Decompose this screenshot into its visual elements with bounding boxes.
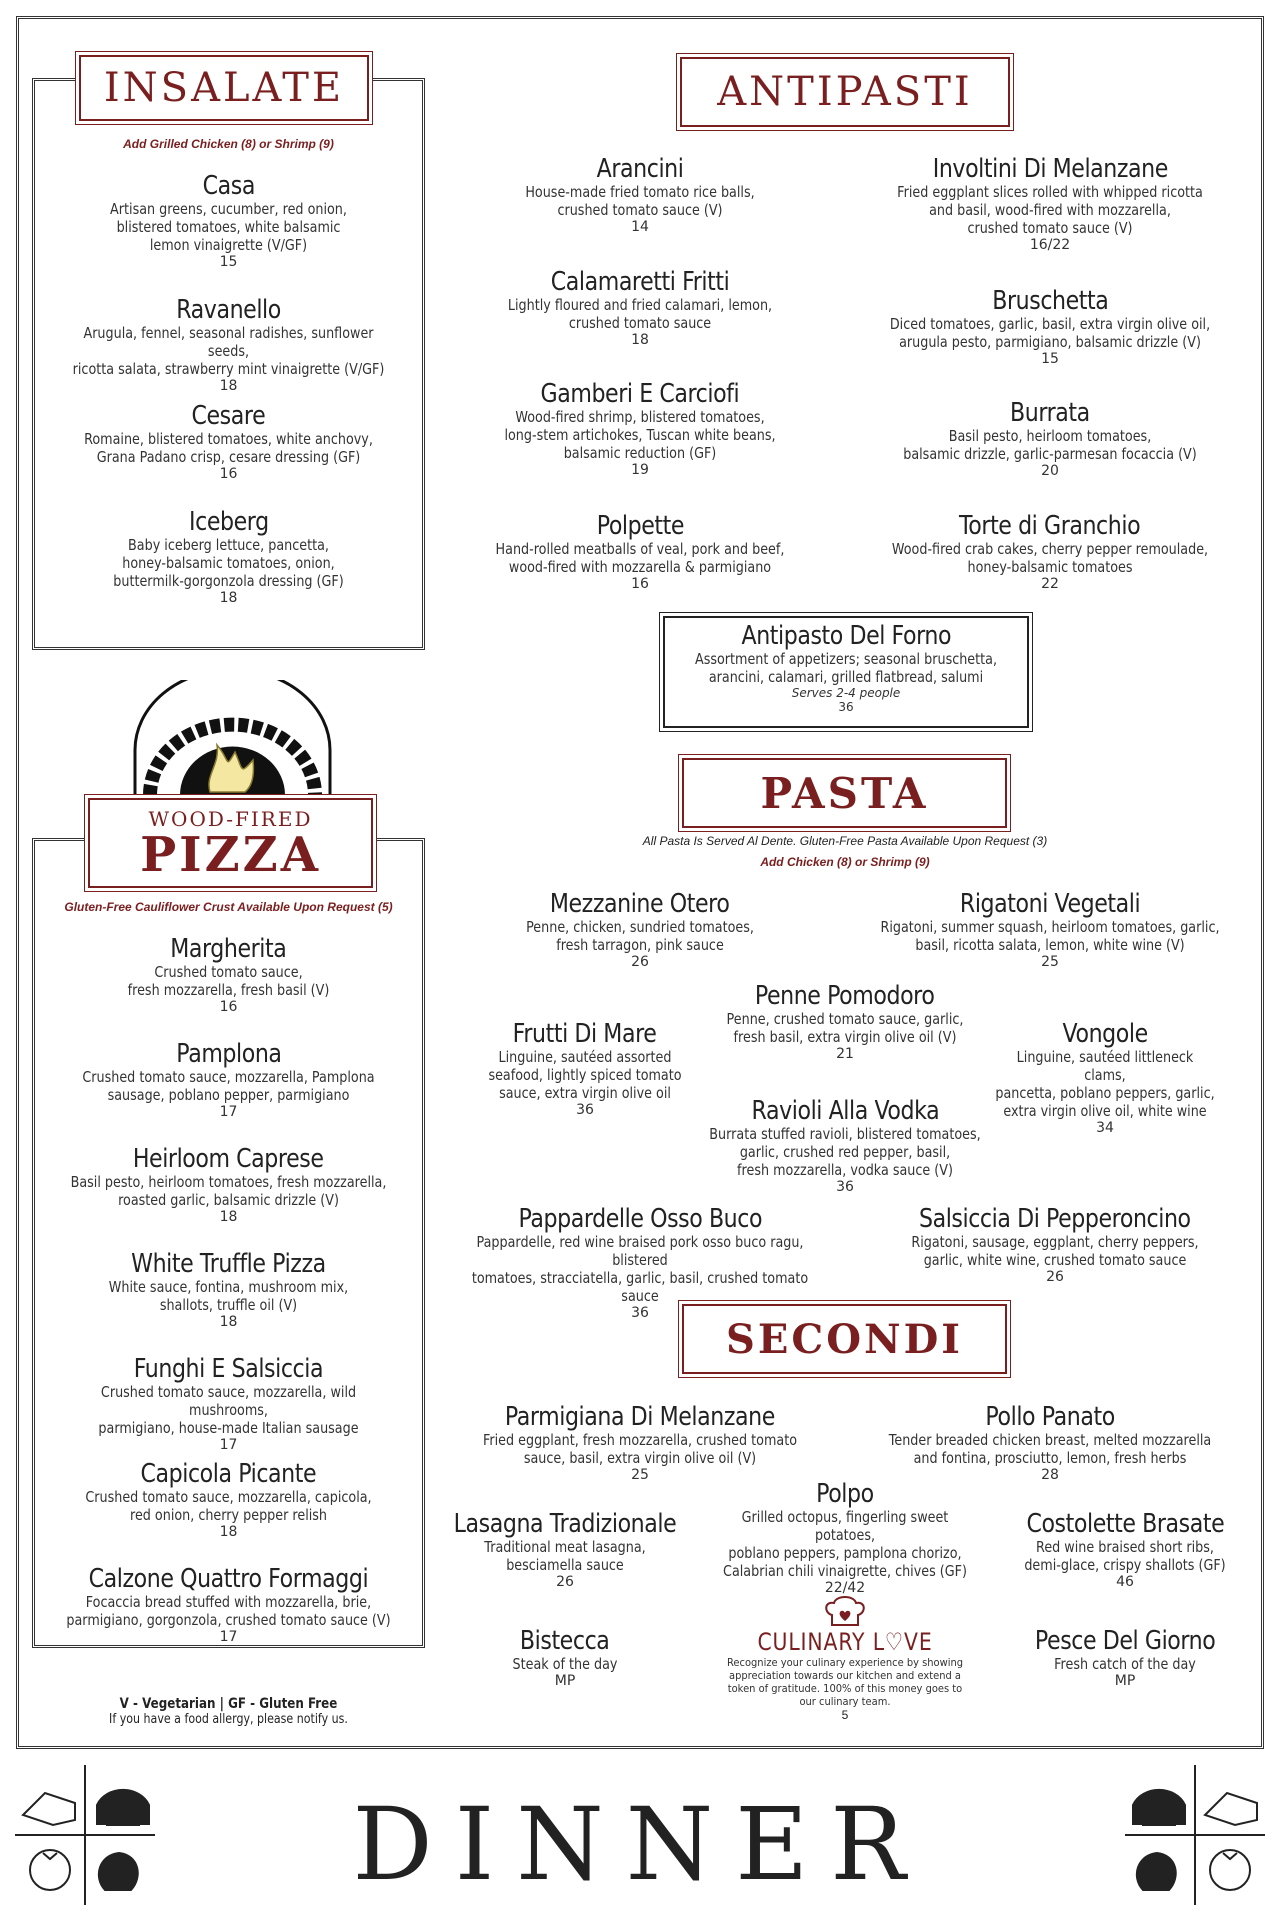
item-description: Fried eggplant, fresh mozzarella, crushed tomato sauce, basil, extra virgin olive oil (V) [482, 1431, 798, 1467]
menu-item [32, 1040, 425, 1120]
item-price: 16 [219, 466, 238, 482]
menu-item [450, 380, 830, 478]
item-name: Capicola Picante [140, 1459, 317, 1489]
item-name: Rigatoni Vegetali [959, 889, 1141, 919]
item-price: 26 [1046, 1269, 1064, 1285]
menu-item [450, 155, 830, 235]
insalate-title: INSALATE [103, 65, 345, 111]
item-name: Arancini [596, 154, 684, 184]
item-name: Ravanello [176, 295, 281, 325]
item-name: Bruschetta [991, 286, 1109, 316]
menu-item-featured [663, 622, 1029, 714]
item-price: 17 [219, 1104, 238, 1120]
menu-item [32, 1565, 425, 1645]
ingredients-illustration-right [1125, 1765, 1265, 1905]
item-name: White Truffle Pizza [131, 1249, 326, 1279]
menu-item [32, 935, 425, 1015]
item-name: Calamaretti Fritti [550, 267, 730, 297]
culinary-love-description: Recognize your culinary experience by showing appreciation towards our kitchen and extend a token of gratitude. 100% of this money goes to our culinary team. [726, 1656, 964, 1708]
item-serves: Serves 2-4 people [791, 686, 901, 700]
item-description: White sauce, fontina, mushroom mix, shallots, truffle oil (V) [108, 1278, 349, 1314]
antipasti-header [680, 57, 1010, 127]
item-price: 25 [1041, 954, 1059, 970]
menu-item [840, 890, 1260, 970]
secondi-title: SECONDI [725, 1315, 963, 1363]
legend-allergy-note: If you have a food allergy, please notify us. [109, 1712, 348, 1727]
item-description: Basil pesto, heirloom tomatoes, balsamic drizzle, garlic-parmesan focaccia (V) [903, 427, 1197, 463]
item-price: 18 [631, 332, 649, 348]
menu-item [32, 402, 425, 482]
item-price: 28 [1041, 1467, 1059, 1483]
insalate-header [79, 55, 369, 121]
menu-item [995, 1510, 1255, 1590]
item-name: Antipasto Del Forno [741, 621, 951, 651]
menu-item [1010, 1627, 1240, 1689]
item-description: Diced tomatoes, garlic, basil, extra virgin olive oil, arugula pesto, parmigiano, balsamic drizzle (V) [889, 315, 1211, 351]
item-name: Costolette Brasate [1026, 1509, 1224, 1539]
item-name: Iceberg [188, 507, 269, 537]
menu-item [860, 1205, 1250, 1285]
cheese-icon [1205, 1793, 1257, 1825]
item-price: 34 [1096, 1120, 1114, 1136]
culinary-love-block [700, 1628, 990, 1722]
cheese-icon [23, 1793, 75, 1825]
item-price: 19 [631, 462, 649, 478]
item-price: 18 [219, 590, 238, 606]
item-description: Crushed tomato sauce, fresh mozzarella, fresh basil (V) [127, 963, 330, 999]
item-description: Red wine braised short ribs, demi-glace, crispy shallots (GF) [1024, 1538, 1226, 1574]
ingredients-illustration-left [15, 1765, 155, 1905]
oven-icon [1133, 1790, 1185, 1825]
item-name: Pollo Panato [985, 1402, 1115, 1432]
pasta-note-al-dente: All Pasta Is Served Al Dente. Gluten-Free Pasta Available Upon Request (3) [642, 834, 1048, 848]
menu-item [32, 1355, 425, 1453]
menu-item [32, 172, 425, 270]
menu-item [975, 1020, 1235, 1136]
item-description: Rigatoni, summer squash, heirloom tomatoes, garlic, basil, ricotta salata, lemon, white wine (V) [880, 918, 1220, 954]
wood-fired-oven-illustration [125, 680, 340, 795]
tomato-icon [1210, 1850, 1250, 1890]
item-description: Steak of the day [512, 1655, 618, 1673]
item-description: Pappardelle, red wine braised pork osso buco ragu, blistered tomatoes, stracciatella, garlic, basil, crushed tomato sauce [471, 1233, 809, 1305]
item-name: Gamberi E Carciofi [540, 379, 740, 409]
menu-item [695, 1480, 995, 1596]
item-price: 14 [631, 219, 649, 235]
item-description: Tender breaded chicken breast, melted mozzarella and fontina, prosciutto, lemon, fresh herbs [888, 1431, 1212, 1467]
pizza-header [88, 798, 373, 888]
menu-item [850, 155, 1250, 253]
item-description: Crushed tomato sauce, mozzarella, Pamplona sausage, poblano pepper, parmigiano [82, 1068, 375, 1104]
menu-item [450, 512, 830, 592]
item-name: Pesce Del Giorno [1034, 1626, 1216, 1656]
item-price: 26 [556, 1574, 574, 1590]
pasta-title: PASTA [760, 768, 929, 818]
item-name: Pamplona [175, 1039, 282, 1069]
menu-item [32, 508, 425, 606]
item-price: 36 [838, 700, 854, 714]
pizza-title: PIZZA [140, 827, 321, 883]
item-description: Rigatoni, sausage, eggplant, cherry peppers, garlic, white wine, crushed tomato sauce [911, 1233, 1199, 1269]
item-description: Linguine, sautéed littleneck clams, pancetta, poblano peppers, garlic, extra virgin olive oil, white wine [995, 1048, 1215, 1120]
menu-item [470, 1627, 660, 1689]
item-price: 36 [631, 1305, 649, 1321]
item-description: Traditional meat lasagna, besciamella sauce [484, 1538, 646, 1574]
menu-item [32, 1460, 425, 1540]
item-price: 16/22 [1029, 237, 1071, 253]
item-price: 25 [631, 1467, 649, 1483]
menu-item [680, 982, 1010, 1062]
item-name: Parmigiana Di Melanzane [504, 1402, 776, 1432]
item-price: 18 [219, 378, 238, 394]
culinary-love-price: 5 [841, 1708, 849, 1722]
item-price: 36 [576, 1102, 594, 1118]
pasta-note-add-protein: Add Chicken (8) or Shrimp (9) [760, 855, 930, 869]
menu-item [440, 890, 840, 970]
item-name: Involtini Di Melanzane [932, 154, 1168, 184]
dinner-title: DINNER [352, 1786, 928, 1903]
menu-item [32, 1250, 425, 1330]
item-name: Vongole [1062, 1019, 1148, 1049]
pasta-header [682, 758, 1007, 828]
pizza-note: Gluten-Free Cauliflower Crust Available Upon Request (5) [64, 900, 393, 914]
item-description: Assortment of appetizers; seasonal bruschetta, arancini, calamari, grilled flatbread, salumi [694, 650, 998, 686]
menu-item [850, 399, 1250, 479]
item-description: Romaine, blistered tomatoes, white anchovy, Grana Padano crisp, cesare dressing (GF) [84, 430, 373, 466]
item-description: Arugula, fennel, seasonal radishes, sunflower seeds, ricotta salata, strawberry mint vinaigrette (V/GF) [72, 324, 385, 378]
item-name: Torte di Granchio [959, 511, 1141, 541]
item-price: 22 [1041, 576, 1059, 592]
item-name: Cesare [191, 401, 266, 431]
item-price: 36 [836, 1179, 854, 1195]
item-name: Polpette [596, 511, 684, 541]
item-description: Wood-fired shrimp, blistered tomatoes, long-stem artichokes, Tuscan white beans, balsamic reduction (GF) [504, 408, 776, 462]
item-description: Grilled octopus, fingerling sweet potatoes, poblano peppers, pamplona chorizo, Calabrian chili vinaigrette, chives (GF) [723, 1508, 967, 1580]
item-description: Hand-rolled meatballs of veal, pork and beef, wood-fired with mozzarella & parmigiano [495, 540, 785, 576]
menu-item [430, 1510, 700, 1590]
item-price: 15 [219, 254, 238, 270]
item-name: Bistecca [520, 1626, 610, 1656]
item-name: Salsiccia Di Pepperoncino [919, 1204, 1191, 1234]
legend-dietary-key: V - Vegetarian | GF - Gluten Free [119, 1696, 338, 1712]
item-price: 21 [836, 1046, 854, 1062]
menu-item [850, 287, 1250, 367]
item-name: Funghi E Salsiccia [133, 1354, 324, 1384]
item-name: Pappardelle Osso Buco [518, 1204, 762, 1234]
menu-item [850, 512, 1250, 592]
item-price: 17 [219, 1437, 238, 1453]
menu-item [32, 296, 425, 394]
item-price: 16 [219, 999, 238, 1015]
garlic-icon [1137, 1853, 1176, 1890]
menu-item [440, 1403, 840, 1483]
item-description: Baby iceberg lettuce, pancetta, honey-balsamic tomatoes, onion, buttermilk-gorgonzola dressing (GF) [113, 536, 344, 590]
item-name: Lasagna Tradizionale [453, 1509, 677, 1539]
oven-icon [97, 1790, 149, 1825]
item-price: 18 [219, 1314, 238, 1330]
item-description: Basil pesto, heirloom tomatoes, fresh mozzarella, roasted garlic, balsamic drizzle (V) [70, 1173, 387, 1209]
menu-item [680, 1097, 1010, 1195]
item-description: Focaccia bread stuffed with mozzarella, brie, parmigiano, gorgonzola, crushed tomato sauce (V) [66, 1593, 391, 1629]
item-price: MP [554, 1673, 576, 1689]
item-name: Mezzanine Otero [550, 889, 730, 919]
item-price: 16 [631, 576, 649, 592]
item-description: Crushed tomato sauce, mozzarella, wild mushrooms, parmigiano, house-made Italian sausage [98, 1383, 359, 1437]
menu-item [850, 1403, 1250, 1483]
pizza-title-small: WOOD-FIRED [148, 807, 313, 831]
item-price: 18 [219, 1209, 238, 1225]
item-description: Burrata stuffed ravioli, blistered tomatoes, garlic, crushed red pepper, basil, fresh mozzarella, vodka sauce (V) [709, 1125, 981, 1179]
item-name: Calzone Quattro Formaggi [88, 1564, 369, 1594]
item-price: 20 [1041, 463, 1059, 479]
menu-item [450, 268, 830, 348]
item-price: 15 [1041, 351, 1059, 367]
item-name: Burrata [1010, 398, 1090, 428]
item-name: Polpo [816, 1479, 874, 1509]
culinary-love-brand: CULINARY L♡VE [757, 1628, 933, 1656]
item-name: Frutti Di Mare [513, 1019, 657, 1049]
item-price: MP [1114, 1673, 1136, 1689]
dietary-legend [32, 1696, 425, 1727]
item-description: Wood-fired crab cakes, cherry pepper remoulade, honey-balsamic tomatoes [891, 540, 1209, 576]
item-name: Casa [202, 171, 255, 201]
tomato-icon [30, 1850, 70, 1890]
item-description: Crushed tomato sauce, mozzarella, capicola, red onion, cherry pepper relish [85, 1488, 372, 1524]
item-name: Penne Pomodoro [755, 981, 935, 1011]
item-description: Linguine, sautéed assorted seafood, lightly spiced tomato sauce, extra virgin olive oil [488, 1048, 682, 1102]
secondi-header [682, 1304, 1007, 1374]
item-description: Artisan greens, cucumber, red onion, blistered tomatoes, white balsamic lemon vinaigrette (V/GF) [110, 200, 347, 254]
item-price: 17 [219, 1629, 238, 1645]
item-name: Margherita [170, 934, 287, 964]
item-description: House-made fried tomato rice balls, crushed tomato sauce (V) [525, 183, 755, 219]
item-description: Fried eggplant slices rolled with whipped ricotta and basil, wood-fired with mozzarella, crushed tomato sauce (V) [897, 183, 1203, 237]
antipasti-title: ANTIPASTI [717, 69, 973, 115]
item-description: Penne, chicken, sundried tomatoes, fresh tarragon, pink sauce [526, 918, 754, 954]
item-description: Penne, crushed tomato sauce, garlic, fresh basil, extra virgin olive oil (V) [726, 1010, 964, 1046]
menu-item [455, 1020, 715, 1118]
item-price: 46 [1116, 1574, 1134, 1590]
item-price: 26 [631, 954, 649, 970]
item-price: 22/42 [824, 1580, 866, 1596]
garlic-icon [99, 1853, 138, 1890]
chef-hat-heart-icon [820, 1595, 870, 1631]
item-name: Heirloom Caprese [133, 1144, 324, 1174]
menu-item [32, 1145, 425, 1225]
item-name: Ravioli Alla Vodka [751, 1096, 939, 1126]
insalate-note: Add Grilled Chicken (8) or Shrimp (9) [123, 137, 334, 151]
item-price: 18 [219, 1524, 238, 1540]
item-description: Fresh catch of the day [1054, 1655, 1196, 1673]
item-description: Lightly floured and fried calamari, lemon, crushed tomato sauce [507, 296, 773, 332]
